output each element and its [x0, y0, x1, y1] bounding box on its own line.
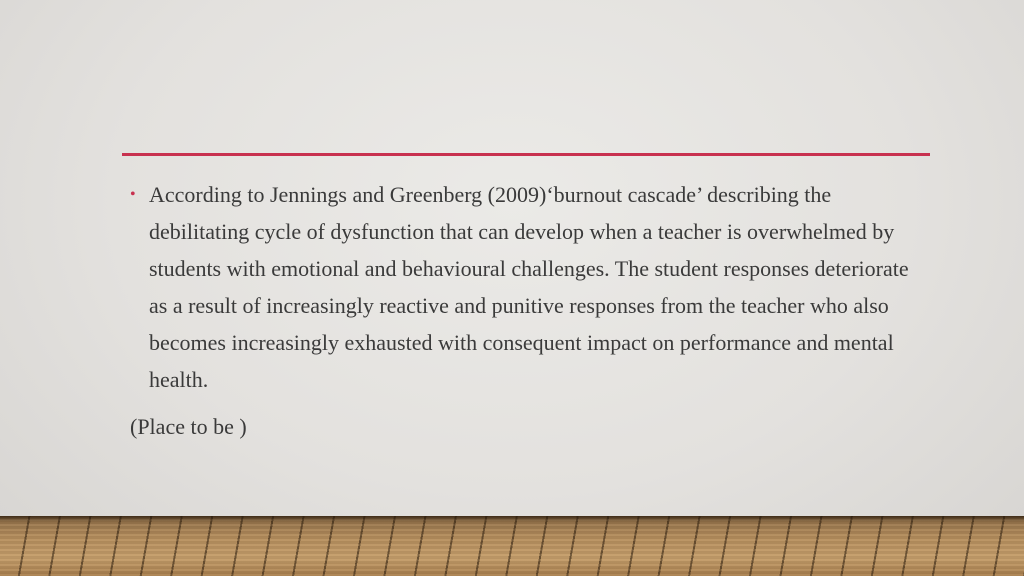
accent-divider-line: [122, 153, 930, 156]
citation-text: (Place to be ): [130, 414, 247, 439]
bullet-icon: •: [130, 186, 136, 203]
slide-body: [130, 176, 930, 445]
wooden-floor-decoration: [0, 516, 1024, 576]
floor-grain-texture: [0, 516, 1024, 576]
floor-edge-shadow: [0, 516, 1024, 522]
bullet-item: [130, 176, 930, 398]
bullet-text: According to Jennings and Greenberg (2009)‘burnout cascade’ describing the debilitating cycle of dysfunction that can develop when a teacher is overwhelmed by students with emotional and behavioural challenges. The student responses deteriorate as a result of increasingly reactive and punitive responses from the teacher who also becomes increasingly exhausted with consequent impact on performance and mental health.: [149, 182, 909, 392]
